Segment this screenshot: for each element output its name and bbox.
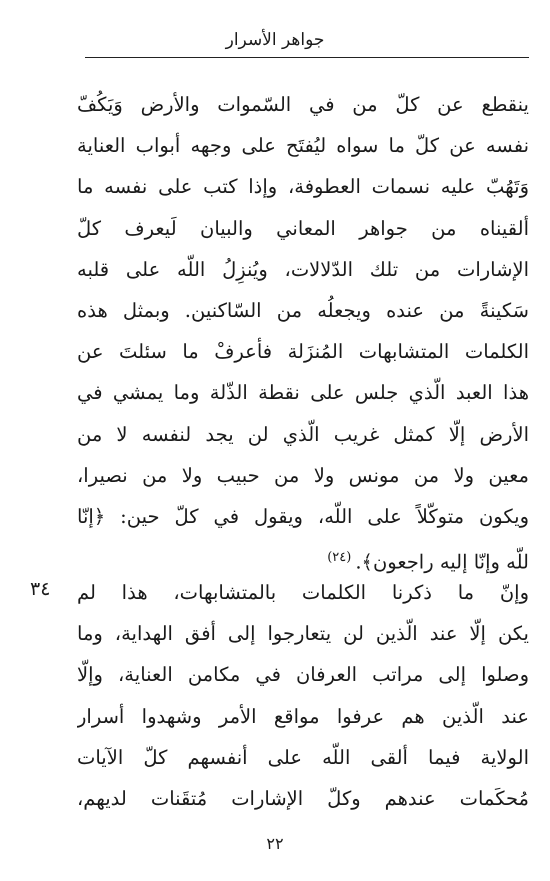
paragraph-2 (77, 572, 529, 819)
text-line: يكن إلّا عند الّذين لن يتعارجوا إلى أفق الهداية، وما (77, 622, 529, 646)
text-line: مُحكَمات عندهم وكلّ الإشارات مُتقَنات لديهم، (77, 786, 529, 810)
text-line: عند الّذين هم عرفوا مواقع الأمر وشهدوا أسرار (77, 704, 529, 728)
text-line: ألقيناه من جواهر المعاني والبيان لَيعرف كلّ (77, 216, 529, 240)
running-head-title: جواهر الأسرار (225, 30, 325, 50)
text-line-last-body: للّه وإنّا إليه راجعون﴾. (355, 550, 529, 574)
paragraph-1 (77, 84, 529, 578)
text-line: الإشارات من تلك الدّلالات، ويُنزِلُ اللّه على قلبه (77, 257, 529, 281)
text-line: الولاية فيما ألقى اللّه على أنفسهم كلّ الآيات (77, 745, 529, 769)
text-line: سَكينةً من عنده ويجعلُه من السّاكنين. وبمثل هذه (77, 298, 529, 322)
page-number: ٢٢ (266, 834, 284, 853)
text-line: نفسه عن كلّ ما سواه ليُفتَح على وجهه أبواب العناية (77, 134, 529, 158)
text-line: الكلمات المتشابهات المُنزَلة فأعرفْ ما سئلتَ عن (77, 340, 529, 364)
text-line: ينقطع عن كلّ من في السّموات والأرض وَيَكُفّ (77, 93, 529, 116)
paragraph-number: ٣٤ (30, 578, 51, 600)
text-line: الأرض إلّا كمثل غريب الّذي لن يجد لنفسه لا من (77, 422, 529, 446)
text-line: هذا العبد الّذي جلس على نقطة الذّلة وما يمشي في (77, 381, 529, 405)
text-line: ويكون متوكّلاً على اللّه، ويقول في كلّ حين: ﴿إنّا (77, 504, 529, 528)
header-divider (85, 57, 529, 58)
footnote-reference: (٢٤) (327, 550, 352, 566)
text-line: وإنّ ما ذكرنا الكلمات بالمتشابهات، هذا لم (77, 581, 529, 604)
text-line: وصلوا إلى مراتب العرفان في مكامن العناية، وإلّا (77, 663, 529, 687)
text-line: معين ولا من مونس ولا من حبيب ولا من نصيرا، (77, 463, 529, 487)
text-line: وَتَهُبّ عليه نسمات العطوفة، وإذا كتب على نفسه ما (77, 175, 529, 199)
